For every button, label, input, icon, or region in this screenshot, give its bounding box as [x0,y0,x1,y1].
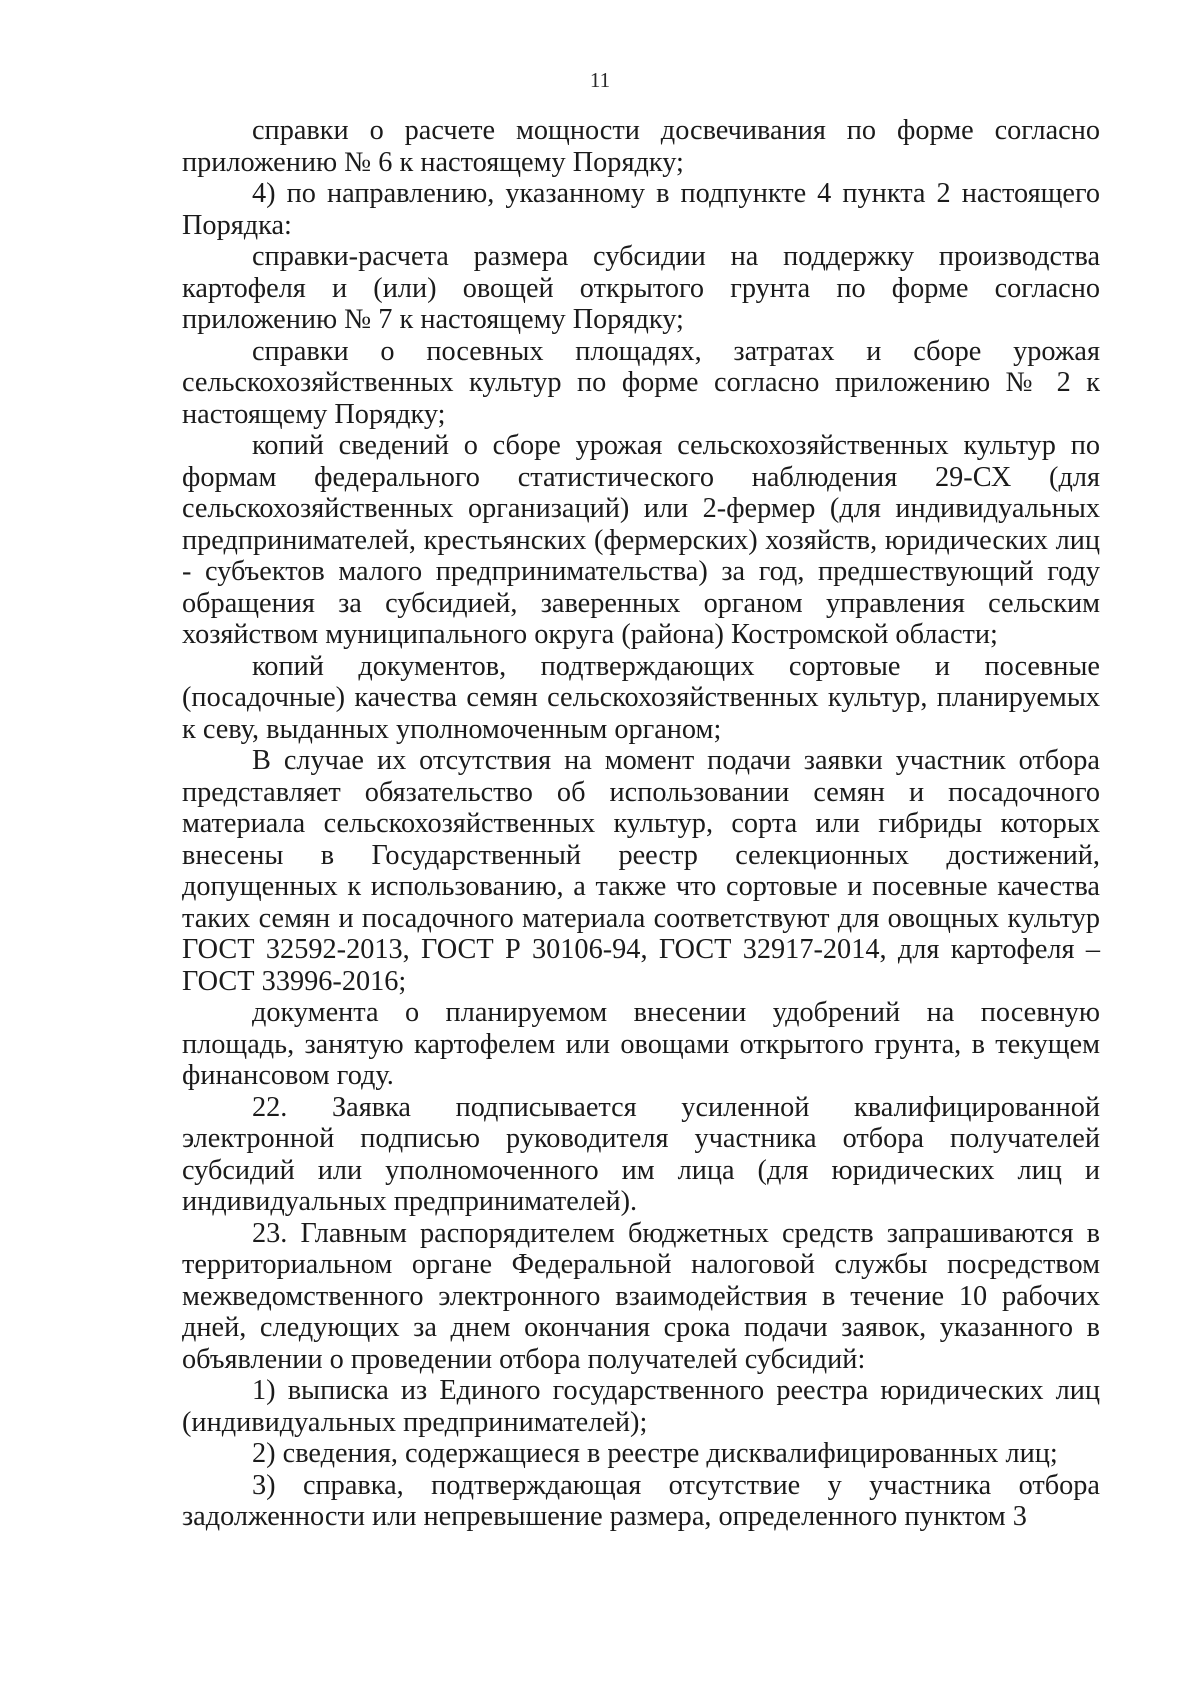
paragraph: справки о посевных площадях, затратах и сборе урожая сельскохозяйственных культур по форме согласно приложению № 2 к настоящему Порядку; [182,335,1100,430]
page-number: 11 [589,68,611,92]
paragraph: справки-расчета размера субсидии на поддержку производства картофеля и (или) овощей открытого грунта по форме согласно приложению № 7 к настоящему Порядку; [182,241,1100,335]
paragraph: 23. Главным распорядителем бюджетных средств запрашиваются в территориальном органе Федеральной налоговой службы посредством межведомственного электронного взаимодействия в течение 10 рабочих дней, следующих за днем окончания срока подачи заявок, указанного в объявлении о проведении отбора получателей субсидий: [182,1217,1100,1375]
paragraph: В случае их отсутствия на момент подачи заявки участник отбора представляет обязательство об использовании семян и посадочного материала сельскохозяйственных культур, сорта или гибриды которых внесены в Государственный реестр селекционных достижений, допущенных к использованию, а также что сортовые и посевные качества таких семян и посадочного материала соответствуют для овощных культур ГОСТ 32592-2013, ГОСТ Р 30106-94, ГОСТ 32917-2014, для картофеля – ГОСТ 33996-2016; [182,745,1100,997]
paragraph: копий сведений о сборе урожая сельскохозяйственных культур по формам федерального статистического наблюдения 29-СХ (для сельскохозяйственных организаций) или 2-фермер (для индивидуальных предпринимателей, крестьянских (фермерских) хозяйств, юридических лиц - субъектов малого предпринимательства) за год, предшествующий году обращения за субсидией, заверенных органом управления сельским хозяйством муниципального округа (района) Костромской области; [182,430,1100,650]
paragraph: 1) выписка из Единого государственного реестра юридических лиц (индивидуальных предпринимателей); [182,1375,1100,1438]
paragraph: 2) сведения, содержащиеся в реестре дисквалифицированных лиц; [252,1438,1058,1469]
paragraph: 3) справка, подтверждающая отсутствие у участника отбора задолженности или непревышение размера, определенного пунктом 3 [182,1469,1100,1532]
paragraph: справки о расчете мощности досвечивания по форме согласно приложению № 6 к настоящему Порядку; [182,115,1100,178]
paragraph: 22. Заявка подписывается усиленной квалифицированной электронной подписью руководителя участника отбора получателей субсидий или уполномоченного им лица (для юридических лиц и индивидуальных предпринимателей). [182,1091,1100,1217]
document-body [182,115,1100,1533]
paragraph: 4) по направлению, указанному в подпункте 4 пункта 2 настоящего Порядка: [182,178,1100,241]
paragraph: копий документов, подтверждающих сортовые и посевные (посадочные) качества семян сельскохозяйственных культур, планируемых к севу, выданных уполномоченным органом; [182,650,1100,745]
paragraph: документа о планируемом внесении удобрений на посевную площадь, занятую картофелем или овощами открытого грунта, в текущем финансовом году. [182,997,1100,1091]
